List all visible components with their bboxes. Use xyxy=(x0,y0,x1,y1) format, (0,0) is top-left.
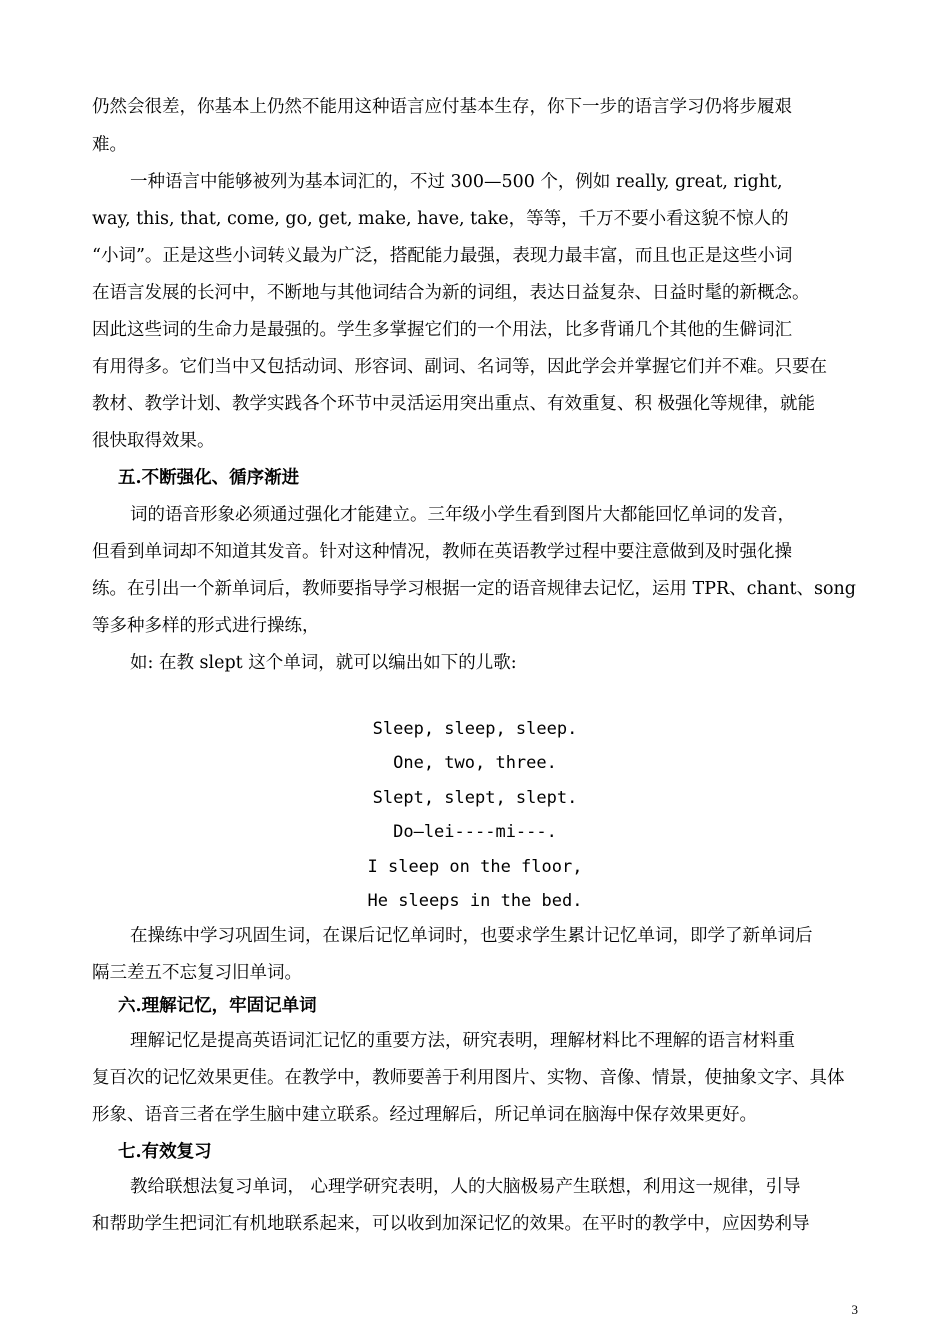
text-line: 等多种多样的形式进行操练， xyxy=(92,616,320,636)
text-line: 在操练中学习巩固生词，在课后记忆单词时，也要求学生累计记忆单词，即学了新单词后 xyxy=(130,926,813,946)
text-line: 仍然会很差，你基本上仍然不能用这种语言应付基本生存，你下一步的语言学习仍将步履艰 xyxy=(92,97,792,117)
text-line: 如: 在教 slept 这个单词，就可以编出如下的儿歌: xyxy=(130,653,517,673)
section-heading: 五.不断强化、循序渐进 xyxy=(118,468,300,488)
text-line: 因此这些词的生命力是最强的。学生多掌握它们的一个用法，比多背诵几个其他的生僻词汇 xyxy=(92,320,792,340)
poem-line: He sleeps in the bed. xyxy=(367,891,583,911)
text-line: 在语言发展的长河中，不断地与其他词结合为新的词组，表达日益复杂、日益时髦的新概念。 xyxy=(92,283,810,303)
text-line: “小词”。正是这些小词转义最为广泛，搭配能力最强，表现力最丰富，而且也正是这些小词 xyxy=(92,246,793,266)
text-line: 形象、语音三者在学生脑中建立联系。经过理解后，所记单词在脑海中保存效果更好。 xyxy=(92,1105,757,1125)
text-line: 理解记忆是提高英语词汇记忆的重要方法，研究表明，理解材料比不理解的语言材料重 xyxy=(130,1031,795,1051)
text-line: 教材、教学计划、教学实践各个环节中灵活运用突出重点、有效重复、积 极强化等规律，就能 xyxy=(92,394,816,414)
poem-line: Slept, slept, slept. xyxy=(372,788,578,808)
text-line: 难。 xyxy=(92,135,127,155)
text-line: 但看到单词却不知道其发音。针对这种情况，教师在英语教学过程中要注意做到及时强化操 xyxy=(92,542,792,562)
text-line: 词的语音形象必须通过强化才能建立。三年级小学生看到图片大都能回忆单词的发音， xyxy=(130,505,795,525)
text-line: 教给联想法复习单词， 心理学研究表明，人的大脑极易产生联想，利用这一规律，引导 xyxy=(130,1177,801,1197)
text-line: 一种语言中能够被列为基本词汇的，不过 300—500 个，例如 really, great, right, xyxy=(130,172,783,192)
section-heading: 七.有效复习 xyxy=(118,1142,212,1162)
text-line: 练。在引出一个新单词后，教师要指导学习根据一定的语音规律去记忆，运用 TPR、chant、song xyxy=(92,579,856,599)
text-line: 复百次的记忆效果更佳。在教学中，教师要善于利用图片、实物、音像、情景，使抽象文字、具体 xyxy=(92,1068,845,1088)
section-heading: 六.理解记忆，牢固记单词 xyxy=(118,996,317,1016)
text-line: 隔三差五不忘复习旧单词。 xyxy=(92,963,302,983)
page-number: 3 xyxy=(851,1302,858,1317)
text-line: 和帮助学生把词汇有机地联系起来，可以收到加深记忆的效果。在平时的教学中，应因势利导 xyxy=(92,1214,810,1234)
text-line: 有用得多。它们当中又包括动词、形容词、副词、名词等，因此学会并掌握它们并不难。只要在 xyxy=(92,357,827,377)
poem-line: One, two, three. xyxy=(393,753,557,773)
poem-line: Do—lei----mi---. xyxy=(393,822,557,842)
poem-line: I sleep on the floor, xyxy=(367,857,583,877)
poem-line: Sleep, sleep, sleep. xyxy=(372,719,578,739)
text-line: way, this, that, come, go, get, make, have, take，等等，千万不要小看这貌不惊人的 xyxy=(92,209,789,229)
text-line: 很快取得效果。 xyxy=(92,431,215,451)
